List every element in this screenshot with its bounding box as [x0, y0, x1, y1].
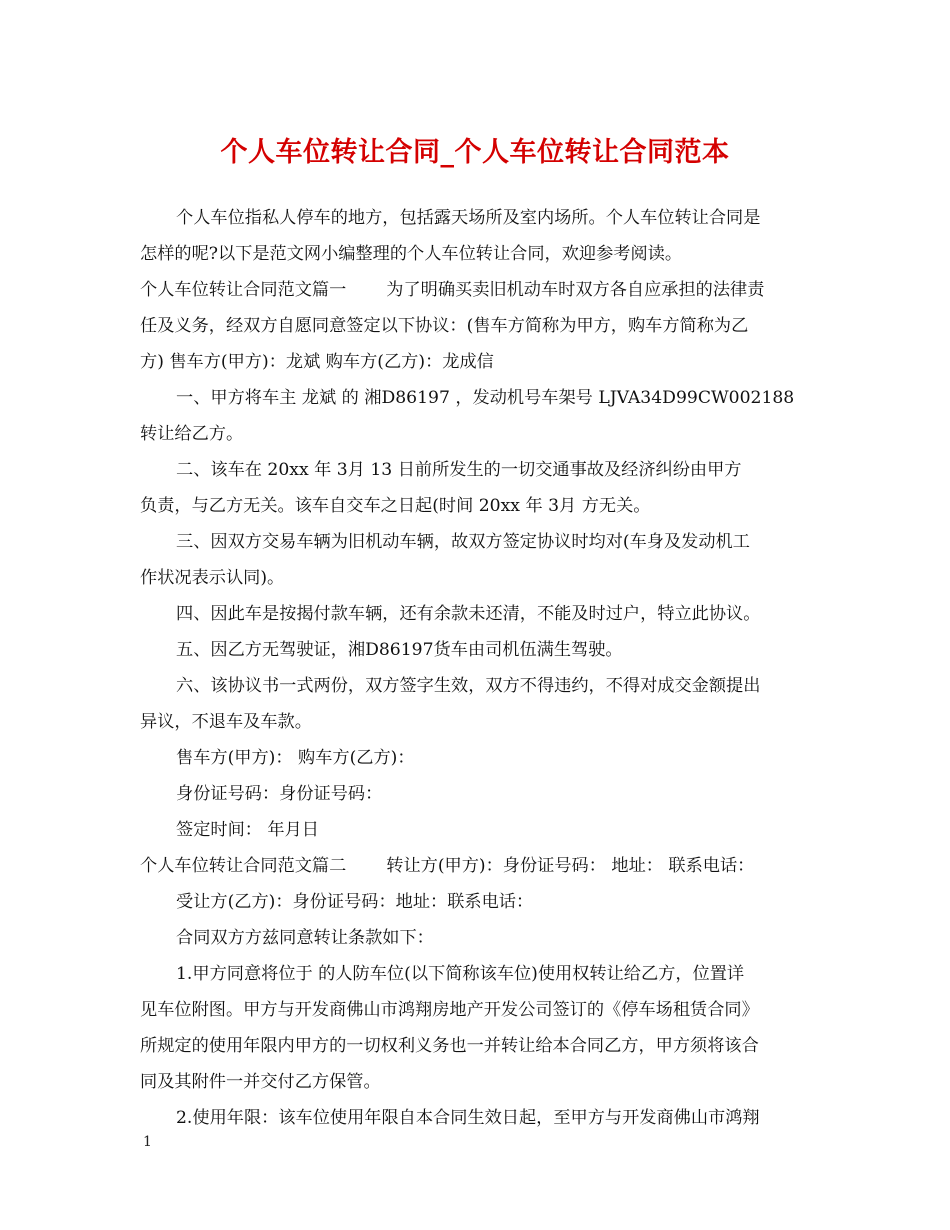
text-line: 六、该协议书一式两份，双方签字生效，双方不得违约，不得对成交金额提出: [176, 676, 761, 696]
text-line: 方) 售车方(甲方)：龙斌 购车方(乙方)：龙成信: [140, 352, 494, 372]
text-line: [140, 278, 764, 302]
text-line: 签定时间： 年月日: [176, 820, 319, 840]
section-heading: 个人车位转让合同范文篇二: [140, 856, 347, 876]
text-line: 转让给乙方。: [140, 424, 244, 444]
text-line: 个人车位指私人停车的地方，包括露天场所及室内场所。个人车位转让合同是: [176, 208, 761, 228]
text-line: 见车位附图。甲方与开发商佛山市鸿翔房地产开发公司签订的《停车场租赁合同》: [140, 1000, 759, 1020]
text-line: 任及义务，经双方自愿同意签定以下协议：(售车方简称为甲方，购车方简称为乙: [140, 316, 749, 336]
text-line: 合同双方方兹同意转让条款如下：: [176, 928, 434, 948]
text-line: 四、因此车是按揭付款车辆，还有余款未还清，不能及时过户，特立此协议。: [176, 604, 761, 624]
text-line: 同及其附件一并交付乙方保管。: [140, 1072, 381, 1092]
text-line: 负责，与乙方无关。该车自交车之日起(时间 20xx 年 3月 方无关。: [140, 496, 651, 516]
text-line: 三、因双方交易车辆为旧机动车辆，故双方签定协议时均对(车身及发动机工: [176, 532, 750, 552]
text-line: 作状况表示认同)。: [140, 568, 285, 588]
text-line: 受让方(乙方)：身份证号码：地址：联系电话：: [176, 892, 534, 912]
section-heading: 个人车位转让合同范文篇一: [140, 280, 347, 300]
text-line: 异议，不退车及车款。: [140, 712, 312, 732]
text-span: 为了明确买卖旧机动车时双方各自应承担的法律责: [386, 280, 765, 300]
text-line: 身份证号码：身份证号码：: [176, 784, 383, 804]
text-line: 一、甲方将车主 龙斌 的 湘D86197 ，发动机号车架号 LJVA34D99CW002188: [176, 388, 795, 408]
page-number: 1: [143, 1134, 152, 1150]
text-line: 2.使用年限：该车位使用年限自本合同生效日起，至甲方与开发商佛山市鸿翔: [176, 1108, 760, 1128]
text-line: 1.甲方同意将位于 的人防车位(以下简称该车位)使用权转让给乙方，位置详: [176, 964, 745, 984]
text-line: 二、该车在 20xx 年 3月 13 日前所发生的一切交通事故及经济纠纷由甲方: [176, 460, 742, 480]
document-title: 个人车位转让合同_个人车位转让合同范本: [220, 137, 730, 168]
text-line: 五、因乙方无驾驶证，湘D86197货车由司机伍满生驾驶。: [176, 640, 623, 660]
text-span: 转让方(甲方)：身份证号码： 地址： 联系电话：: [386, 856, 755, 876]
text-line: [140, 854, 754, 878]
text-line: 所规定的使用年限内甲方的一切权利义务也一并转让给本合同乙方，甲方须将该合: [140, 1036, 759, 1056]
text-line: 怎样的呢?以下是范文网小编整理的个人车位转让合同，欢迎参考阅读。: [140, 244, 683, 264]
text-line: 售车方(甲方)： 购车方(乙方)：: [176, 748, 415, 768]
